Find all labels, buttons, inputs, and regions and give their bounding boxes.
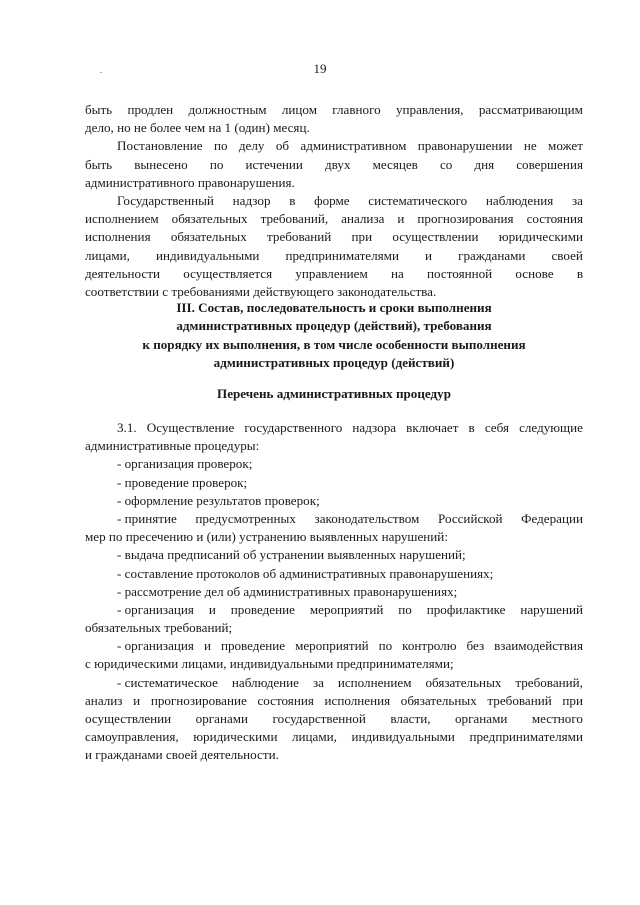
- word: гражданами: [458, 247, 526, 263]
- text-line: [85, 728, 583, 746]
- word: надзора: [352, 420, 397, 435]
- word: исполнения: [85, 229, 151, 245]
- word: индивидуальными: [155, 247, 260, 263]
- word: анализа: [341, 211, 385, 227]
- word: постоянной: [427, 265, 493, 281]
- word: требований: [487, 692, 552, 708]
- text-line: [85, 156, 583, 174]
- word: об: [275, 138, 290, 154]
- word: по: [398, 601, 412, 617]
- word: нарушений: [520, 601, 583, 617]
- word: форме: [314, 192, 350, 208]
- word: лицами,: [85, 247, 130, 263]
- word: законодательством: [314, 510, 420, 526]
- text-line: административного правонарушения.: [85, 174, 295, 190]
- word: быть: [85, 156, 113, 172]
- word: обязательных: [400, 692, 477, 708]
- text-line: [85, 419, 583, 437]
- text-line: мер по пресечению и (или) устранению выявленных нарушений:: [85, 529, 448, 545]
- word: власти,: [390, 711, 431, 726]
- word: органами: [195, 711, 249, 726]
- word: за: [312, 674, 324, 690]
- text-line: административные процедуры:: [85, 438, 260, 454]
- word: следующие: [519, 420, 583, 435]
- text-line: - выдача предписаний об устранении выявленных нарушений;: [117, 547, 466, 563]
- word: анализ: [85, 692, 123, 708]
- word: в: [289, 192, 296, 208]
- text-line: [85, 228, 583, 246]
- text-line: [85, 137, 583, 155]
- word: может: [548, 138, 583, 154]
- word: Государственный: [117, 192, 214, 208]
- word: за: [571, 192, 583, 208]
- word: обязательных: [171, 211, 248, 227]
- word: систематического: [368, 192, 468, 208]
- word: и: [133, 692, 141, 708]
- section-heading: [85, 299, 583, 372]
- word: - принятие: [117, 510, 177, 526]
- word: осуществляется: [183, 265, 273, 281]
- word: местного: [531, 711, 583, 726]
- word: вынесено: [134, 156, 188, 172]
- word: - организация: [117, 638, 194, 654]
- word: основе: [515, 265, 554, 281]
- word: управления,: [395, 102, 464, 117]
- word: обязательных: [425, 674, 502, 690]
- word: проведение: [230, 601, 295, 617]
- section-heading-line: III. Состав, последовательность и сроки выполнения: [176, 300, 492, 315]
- word: мероприятий: [309, 601, 384, 617]
- word: административном: [300, 138, 407, 154]
- word: надзор: [232, 192, 271, 208]
- word: осуществлении: [85, 711, 172, 726]
- word: состояния: [526, 211, 583, 227]
- text-line: [85, 601, 583, 619]
- word: по: [209, 156, 224, 172]
- word: и: [208, 601, 216, 617]
- word: взаимодействия: [494, 638, 583, 654]
- word: самоуправления,: [85, 729, 179, 745]
- word: Российской: [437, 510, 503, 526]
- word: предпринимателями: [469, 729, 583, 745]
- text-line: [85, 710, 583, 728]
- word: Осуществление: [146, 420, 235, 435]
- word: деятельности: [85, 265, 160, 281]
- section-heading-line: административных процедур (действий), требования: [176, 318, 492, 334]
- word: совершения: [516, 156, 583, 172]
- word: мероприятий: [295, 638, 369, 654]
- text-line: - оформление результатов проверок;: [117, 492, 320, 508]
- word: по: [213, 138, 228, 154]
- text-line: [85, 192, 583, 210]
- word: Федерации: [521, 510, 583, 526]
- word: месяцев: [372, 156, 418, 172]
- text-line: [85, 247, 583, 265]
- word: в: [468, 420, 475, 435]
- word: требований,: [515, 674, 583, 690]
- text-line: соответствии с требованиями действующего законодательства.: [85, 283, 437, 299]
- word: прогнозирование: [150, 692, 247, 708]
- word: исполнением: [337, 674, 412, 690]
- word: в: [576, 265, 583, 281]
- text-line: и гражданами своей деятельности.: [85, 747, 279, 763]
- word: своей: [551, 247, 583, 263]
- text-line: [85, 692, 583, 710]
- text-line: дело, но не более чем на 1 (один) месяц.: [85, 120, 310, 136]
- text-line: [85, 101, 583, 119]
- text-line: обязательных требований;: [85, 620, 233, 636]
- word: профилактике: [426, 601, 506, 617]
- word: обязательных: [170, 229, 247, 245]
- word: лицом: [281, 102, 318, 117]
- word: со: [439, 156, 453, 172]
- word: контролю: [402, 638, 457, 654]
- word: по: [378, 638, 393, 654]
- page-number: 19: [313, 61, 327, 76]
- word: на: [390, 265, 404, 281]
- word: 3.1.: [117, 420, 137, 435]
- word: истечении: [245, 156, 303, 172]
- word: исполнения: [324, 692, 391, 708]
- word: юридическими: [193, 729, 278, 745]
- word: осуществлении: [392, 229, 479, 245]
- text-line: [85, 210, 583, 228]
- word: наблюдения: [485, 192, 554, 208]
- word: - систематическое: [117, 674, 218, 690]
- text-line: - составление протоколов об административных правонарушениях;: [117, 565, 494, 581]
- word: рассматривающим: [478, 102, 583, 117]
- word: состояния: [257, 692, 314, 708]
- text-line: - проведение проверок;: [117, 474, 248, 490]
- text-line: - организация проверок;: [117, 456, 253, 472]
- text-line: [85, 265, 583, 283]
- word: продлен: [127, 102, 174, 117]
- text-line: с юридическими лицами, индивидуальными предпринимателями;: [85, 656, 454, 672]
- word: дня: [474, 156, 495, 172]
- section-heading-line: административных процедур (действий): [213, 354, 455, 370]
- word: - организация: [117, 601, 194, 617]
- word: себя: [484, 420, 509, 435]
- word: и: [397, 211, 405, 227]
- word: органами: [454, 711, 508, 726]
- word: проведение: [220, 638, 286, 654]
- word: Постановление: [117, 138, 203, 154]
- word: государственной: [272, 711, 366, 726]
- body-text-list: [85, 419, 583, 765]
- word: требований,: [260, 211, 329, 227]
- word: требований: [267, 229, 332, 245]
- word: и: [425, 247, 433, 263]
- word: управлением: [295, 265, 368, 281]
- word: индивидуальными: [351, 729, 455, 745]
- word: государственного: [244, 420, 343, 435]
- word: юридическими: [498, 229, 583, 245]
- word: исполнением: [85, 211, 159, 227]
- word: быть: [85, 102, 113, 117]
- word: правонарушении: [417, 138, 513, 154]
- text-line: [85, 674, 583, 692]
- word: наблюдение: [231, 674, 299, 690]
- word: делу: [238, 138, 265, 154]
- text-line: [85, 637, 583, 655]
- word: главного: [332, 102, 381, 117]
- text-line: - рассмотрение дел об административных правонарушениях;: [117, 583, 458, 599]
- word: прогнозирования: [417, 211, 514, 227]
- word: не: [523, 138, 537, 154]
- subsection-heading: Перечень административных процедур: [217, 386, 451, 401]
- word: предпринимателями: [285, 247, 399, 263]
- body-text-top: [85, 101, 583, 301]
- section-heading-line: к порядку их выполнения, в том числе особенности выполнения: [142, 336, 526, 352]
- word: лицами,: [292, 729, 337, 745]
- text-line: [85, 510, 583, 528]
- word: без: [466, 638, 485, 654]
- word: при: [351, 229, 373, 245]
- word: предусмотренных: [195, 510, 296, 526]
- word: и: [203, 638, 211, 654]
- word: двух: [325, 156, 351, 172]
- word: при: [562, 692, 583, 708]
- word: включает: [406, 420, 459, 435]
- word: должностным: [188, 102, 267, 117]
